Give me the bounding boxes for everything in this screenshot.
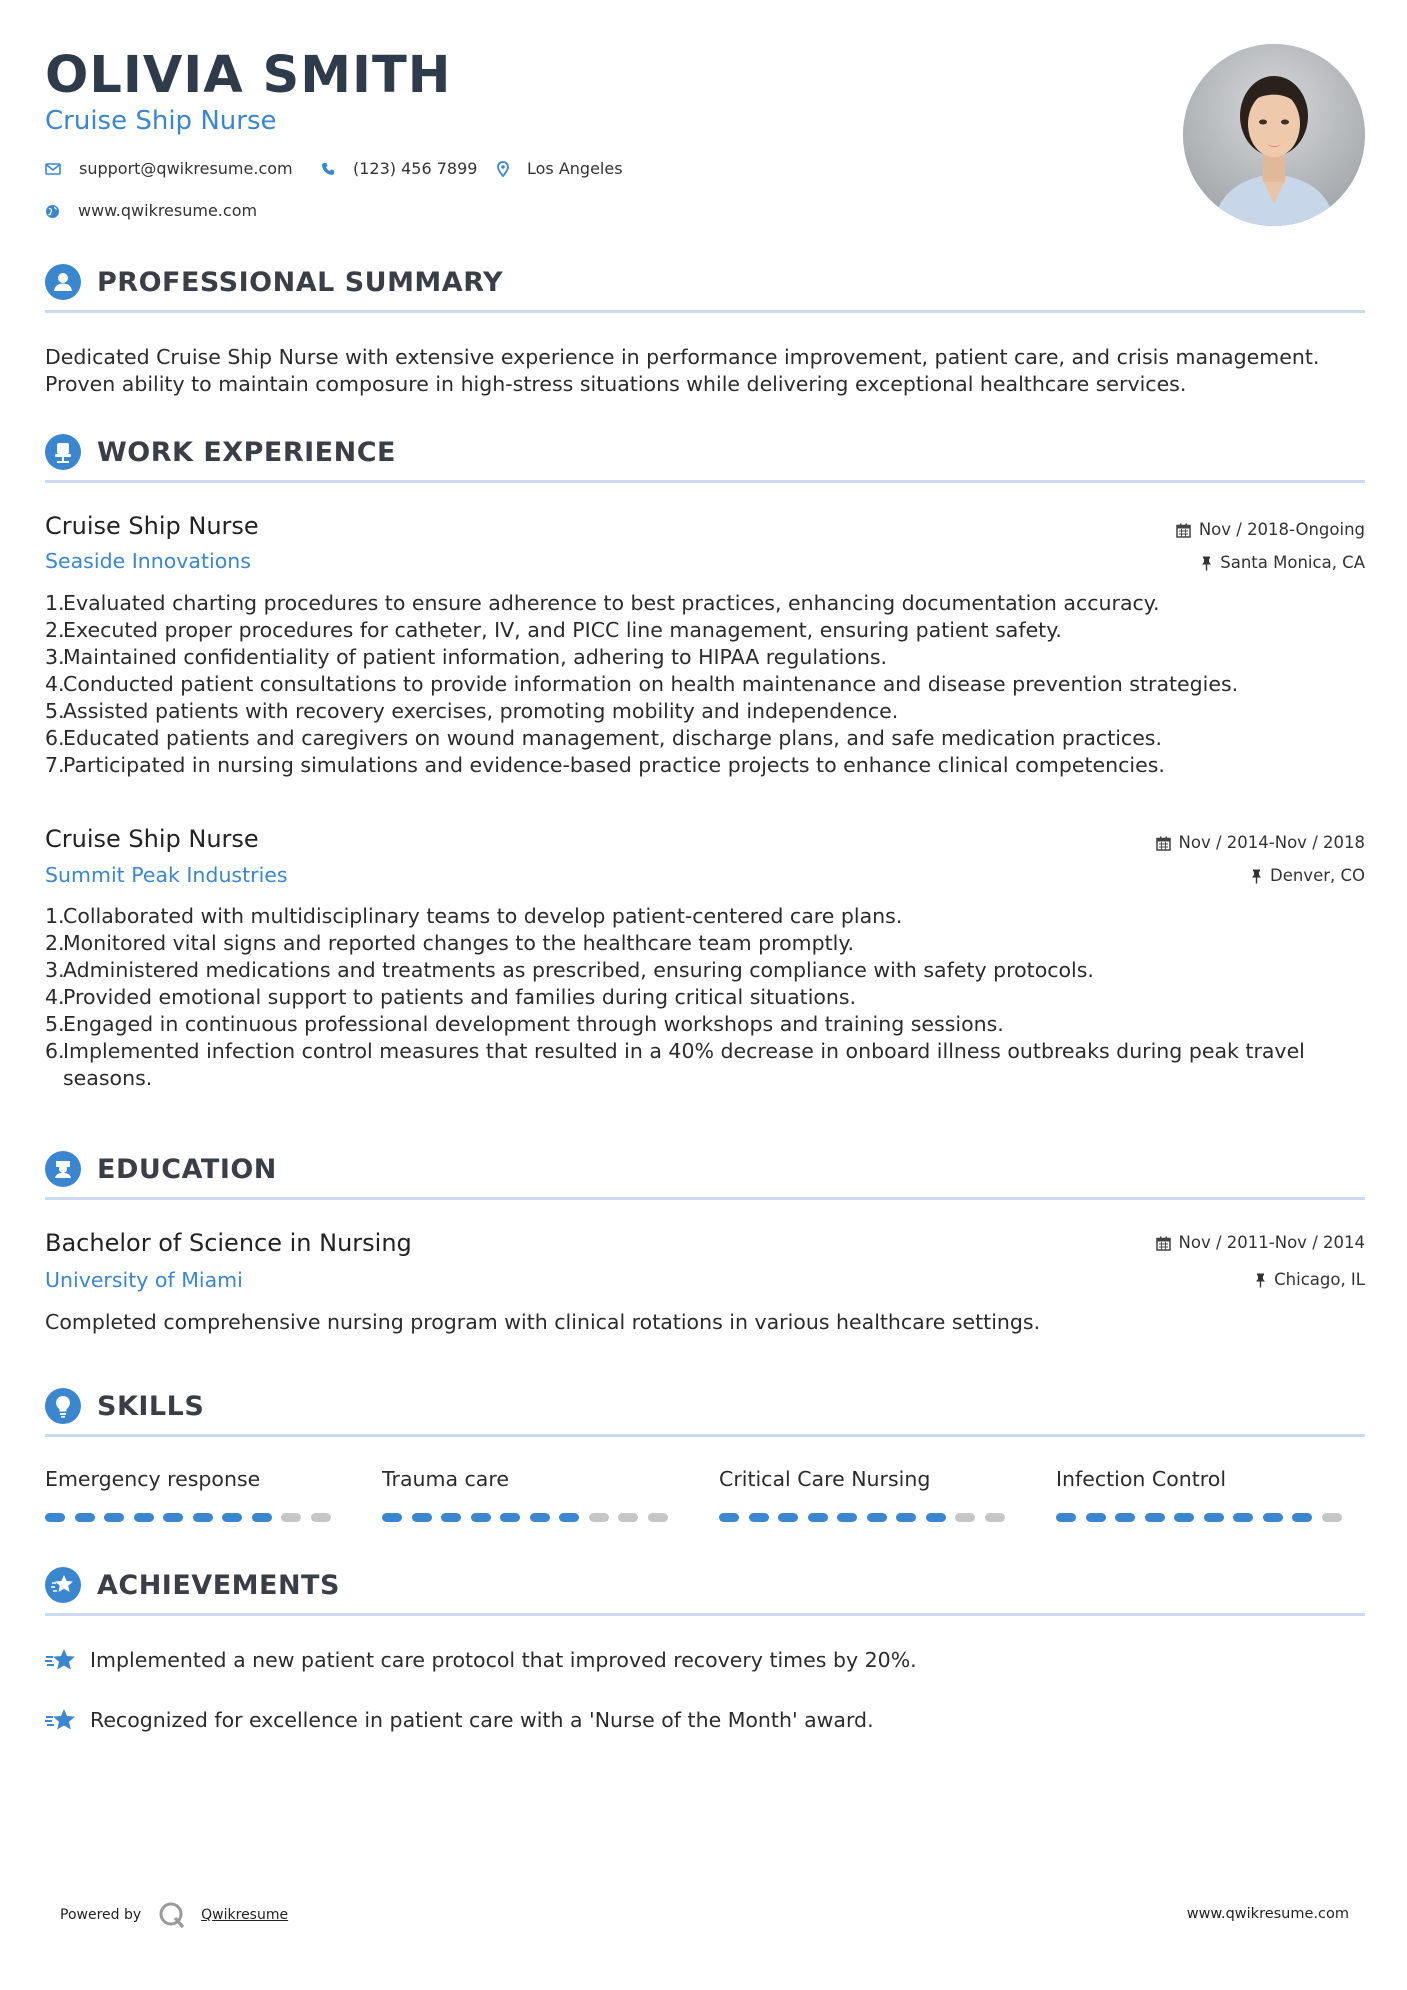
job-1-company: Seaside Innovations — [45, 549, 251, 573]
skill-dot-filled — [1174, 1513, 1194, 1522]
section-achievements-heading — [45, 1567, 1365, 1617]
skill-dot-filled — [134, 1513, 154, 1522]
graduate-icon — [45, 1151, 81, 1187]
phone-icon — [321, 162, 335, 176]
section-skills-heading — [45, 1388, 1365, 1438]
education-description: Completed comprehensive nursing program with clinical rotations in various healthcare settings. — [45, 1310, 1041, 1334]
list-item — [45, 1011, 1365, 1038]
contact-location — [497, 158, 623, 180]
lightbulb-icon — [45, 1388, 81, 1424]
section-title: ACHIEVEMENTS — [97, 1570, 340, 1601]
skill-name: Infection Control — [1056, 1467, 1227, 1491]
job-1-location — [1201, 552, 1365, 574]
education-location — [1255, 1269, 1365, 1291]
map-pin-icon — [497, 161, 509, 177]
website-text: www.qwikresume.com — [78, 201, 258, 220]
job-2-company: Summit Peak Industries — [45, 863, 288, 887]
bullet-text: Administered medications and treatments as prescribed, ensuring compliance with safety protocols. — [63, 958, 1094, 982]
bullet-text: Monitored vital signs and reported changes to the healthcare team promptly. — [63, 931, 855, 955]
list-item — [45, 1038, 1365, 1092]
skill-dot-filled — [45, 1513, 65, 1522]
skill-dot-empty — [985, 1513, 1005, 1522]
profile-photo — [1183, 44, 1365, 226]
section-summary-heading — [45, 264, 1365, 314]
skill-dot-empty — [1322, 1513, 1342, 1522]
section-title: EDUCATION — [97, 1154, 277, 1185]
bullet-text: Evaluated charting procedures to ensure adherence to best practices, enhancing documentation accuracy. — [63, 591, 1160, 615]
section-divider — [45, 1613, 1365, 1616]
skill-dot-filled — [926, 1513, 946, 1522]
list-item — [45, 698, 1365, 725]
bullet-text: Conducted patient consultations to provide information on health maintenance and disease prevention strategies. — [63, 672, 1239, 696]
section-title: PROFESSIONAL SUMMARY — [97, 267, 504, 298]
job-2-dates — [1156, 832, 1365, 854]
skill-dot-empty — [648, 1513, 668, 1522]
job-2-bullets — [45, 903, 1365, 1092]
bullet-number: 2. — [45, 618, 65, 642]
footer-url[interactable]: www.qwikresume.com — [1186, 1906, 1349, 1922]
skill-dot-filled — [252, 1513, 272, 1522]
section-divider — [45, 1197, 1365, 1200]
skill-dot-filled — [441, 1513, 461, 1522]
footer-powered-by — [60, 1900, 288, 1930]
bullet-number: 6. — [45, 1039, 65, 1063]
skill-dot-filled — [559, 1513, 579, 1522]
job-2-dates-text: Nov / 2014-Nov / 2018 — [1178, 833, 1365, 852]
school-name: University of Miami — [45, 1268, 243, 1292]
job-1-location-text: Santa Monica, CA — [1220, 553, 1365, 572]
skill-dot-filled — [500, 1513, 520, 1522]
section-experience-heading — [45, 434, 1365, 484]
skill-dot-filled — [75, 1513, 95, 1522]
envelope-icon — [45, 163, 61, 175]
calendar-icon — [1176, 523, 1191, 538]
skill-dot-filled — [1086, 1513, 1106, 1522]
bullet-text: Provided emotional support to patients and families during critical situations. — [63, 985, 857, 1009]
job-1-dates — [1176, 519, 1365, 541]
bullet-number: 5. — [45, 1012, 65, 1036]
skill-dot-filled — [1263, 1513, 1283, 1522]
bullet-number: 7. — [45, 753, 65, 777]
candidate-name: OLIVIA SMITH — [45, 46, 452, 105]
list-item — [45, 752, 1365, 779]
contact-phone[interactable] — [321, 158, 477, 180]
skill-dot-empty — [589, 1513, 609, 1522]
skill-dot-filled — [1056, 1513, 1076, 1522]
skill-dot-filled — [1204, 1513, 1224, 1522]
list-item — [45, 671, 1365, 698]
skill-dot-filled — [896, 1513, 916, 1522]
skill-dot-filled — [719, 1513, 739, 1522]
bullet-number: 4. — [45, 985, 65, 1009]
skill-dot-filled — [837, 1513, 857, 1522]
skill-dot-filled — [1292, 1513, 1312, 1522]
bullet-number: 1. — [45, 904, 65, 928]
skill-dot-filled — [412, 1513, 432, 1522]
bullet-text: Engaged in continuous professional development through workshops and training sessions. — [63, 1012, 1004, 1036]
skill-dot-filled — [749, 1513, 769, 1522]
achievement-text: Recognized for excellence in patient care with a 'Nurse of the Month' award. — [90, 1708, 874, 1732]
phone-text: (123) 456 7899 — [353, 159, 478, 178]
skill-dot-filled — [222, 1513, 242, 1522]
section-title: SKILLS — [97, 1391, 205, 1422]
skill-dot-empty — [955, 1513, 975, 1522]
location-text: Los Angeles — [527, 159, 623, 178]
section-divider — [45, 1434, 1365, 1437]
bullet-text: Implemented infection control measures that resulted in a 40% decrease in onboard illness outbreaks during peak travel seasons. — [63, 1039, 1305, 1090]
bullet-number: 3. — [45, 958, 65, 982]
qwikresume-logo-icon — [157, 1900, 187, 1930]
contact-email[interactable] — [45, 158, 293, 180]
powered-by-label: Powered by — [60, 1907, 142, 1923]
candidate-title: Cruise Ship Nurse — [45, 106, 277, 136]
list-item — [45, 590, 1365, 617]
list-item — [45, 617, 1365, 644]
job-1-dates-text: Nov / 2018-Ongoing — [1198, 520, 1365, 539]
bullet-number: 2. — [45, 931, 65, 955]
bullet-text: Executed proper procedures for catheter, IV, and PICC line management, ensuring patient safety. — [63, 618, 1062, 642]
skill-dot-filled — [1115, 1513, 1135, 1522]
education-location-text: Chicago, IL — [1274, 1270, 1365, 1289]
skill-dot-filled — [867, 1513, 887, 1522]
skill-item — [1056, 1465, 1356, 1493]
skill-dot-filled — [1145, 1513, 1165, 1522]
skill-dot-filled — [104, 1513, 124, 1522]
skill-dot-empty — [281, 1513, 301, 1522]
skill-item — [719, 1465, 1019, 1493]
bullet-text: Participated in nursing simulations and evidence-based practice projects to enhance clinical competencies. — [63, 753, 1165, 777]
skill-dot-filled — [382, 1513, 402, 1522]
bullet-text: Collaborated with multidisciplinary teams to develop patient-centered care plans. — [63, 904, 903, 928]
education-dates-text: Nov / 2011-Nov / 2014 — [1178, 1233, 1365, 1252]
skill-dot-filled — [530, 1513, 550, 1522]
achievement-text: Implemented a new patient care protocol that improved recovery times by 20%. — [90, 1648, 917, 1672]
bullet-text: Assisted patients with recovery exercises, promoting mobility and independence. — [63, 699, 899, 723]
section-divider — [45, 480, 1365, 483]
bullet-text: Educated patients and caregivers on wound management, discharge plans, and safe medication practices. — [63, 726, 1163, 750]
calendar-icon — [1156, 1236, 1171, 1251]
skill-item — [382, 1465, 682, 1493]
contact-website[interactable] — [45, 200, 257, 222]
user-icon — [45, 264, 81, 300]
list-item — [45, 984, 1365, 1011]
achievement-item — [45, 1706, 874, 1734]
skill-name: Emergency response — [45, 1467, 261, 1491]
achievement-item — [45, 1646, 917, 1674]
job-2-title: Cruise Ship Nurse — [45, 825, 259, 853]
bullet-number: 6. — [45, 726, 65, 750]
skill-name: Critical Care Nursing — [719, 1467, 931, 1491]
pushpin-icon — [1255, 1273, 1266, 1288]
list-item — [45, 644, 1365, 671]
list-item — [45, 957, 1365, 984]
bullet-text: Maintained confidentiality of patient information, adhering to HIPAA regulations. — [63, 645, 888, 669]
star-icon — [45, 1647, 78, 1673]
skill-dot-empty — [618, 1513, 638, 1522]
bullet-number: 5. — [45, 699, 65, 723]
qwikresume-link[interactable]: Qwikresume — [201, 1907, 289, 1923]
email-text: support@qwikresume.com — [79, 159, 293, 178]
bullet-number: 1. — [45, 591, 65, 615]
education-dates — [1156, 1232, 1365, 1254]
section-title: WORK EXPERIENCE — [97, 437, 396, 468]
briefcase-chair-icon — [45, 434, 81, 470]
pushpin-icon — [1251, 869, 1262, 884]
skill-name: Trauma care — [382, 1467, 509, 1491]
job-1-title: Cruise Ship Nurse — [45, 512, 259, 540]
job-2-location — [1251, 865, 1365, 887]
skill-dot-filled — [193, 1513, 213, 1522]
bullet-number: 4. — [45, 672, 65, 696]
skill-dot-filled — [808, 1513, 828, 1522]
list-item — [45, 903, 1365, 930]
section-education-heading — [45, 1151, 1365, 1201]
job-1-bullets — [45, 590, 1365, 779]
skill-dot-filled — [163, 1513, 183, 1522]
bullet-number: 3. — [45, 645, 65, 669]
degree-title: Bachelor of Science in Nursing — [45, 1229, 412, 1257]
star-badge-icon — [45, 1567, 81, 1603]
skill-dot-filled — [471, 1513, 491, 1522]
section-divider — [45, 310, 1365, 313]
skill-dot-filled — [1233, 1513, 1253, 1522]
globe-icon — [45, 204, 60, 219]
summary-text: Dedicated Cruise Ship Nurse with extensive experience in performance improvement, patient care, and crisis management. Proven ability to maintain composure in high-stress situations while delivering exceptional healthcare services. — [45, 345, 1320, 396]
list-item — [45, 930, 1365, 957]
star-icon — [45, 1707, 78, 1733]
list-item — [45, 725, 1365, 752]
calendar-icon — [1156, 836, 1171, 851]
job-2-location-text: Denver, CO — [1269, 866, 1365, 885]
pushpin-icon — [1201, 556, 1212, 571]
skill-item — [45, 1465, 345, 1493]
skill-dot-filled — [778, 1513, 798, 1522]
skill-dot-empty — [311, 1513, 331, 1522]
